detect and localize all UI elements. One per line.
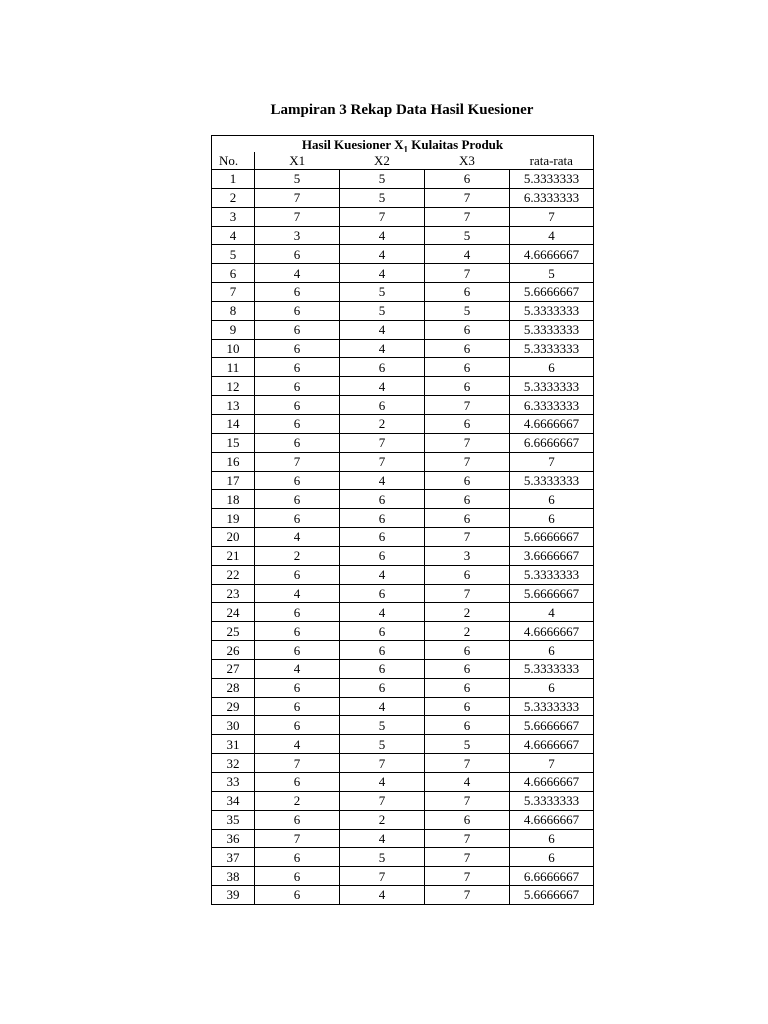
cell-no: 21 [212, 546, 255, 565]
cell-x1: 6 [255, 886, 340, 905]
cell-x1: 6 [255, 867, 340, 886]
cell-x3: 4 [425, 245, 510, 264]
cell-x3: 6 [425, 565, 510, 584]
cell-no: 30 [212, 716, 255, 735]
cell-x2: 7 [340, 754, 425, 773]
cell-no: 32 [212, 754, 255, 773]
cell-x2: 6 [340, 678, 425, 697]
cell-average: 3.6666667 [510, 546, 594, 565]
cell-x1: 4 [255, 264, 340, 283]
table-row [212, 283, 594, 302]
cell-x1: 6 [255, 339, 340, 358]
cell-x1: 6 [255, 396, 340, 415]
table-caption-prefix: Hasil Kuesioner X [301, 136, 404, 152]
cell-x1: 6 [255, 490, 340, 509]
cell-x3: 6 [425, 414, 510, 433]
table-row [212, 867, 594, 886]
table-row [212, 810, 594, 829]
cell-x1: 6 [255, 471, 340, 490]
cell-x2: 2 [340, 810, 425, 829]
table-caption [212, 136, 594, 153]
cell-no: 15 [212, 433, 255, 452]
cell-no: 6 [212, 264, 255, 283]
cell-x2: 5 [340, 283, 425, 302]
questionnaire-table [211, 135, 594, 905]
table-row [212, 584, 594, 603]
cell-no: 38 [212, 867, 255, 886]
cell-x2: 4 [340, 377, 425, 396]
cell-x3: 6 [425, 641, 510, 660]
cell-x2: 4 [340, 886, 425, 905]
cell-no: 27 [212, 659, 255, 678]
table-caption-subscript: 1 [403, 144, 409, 152]
cell-x2: 5 [340, 301, 425, 320]
cell-x3: 6 [425, 810, 510, 829]
cell-x3: 6 [425, 697, 510, 716]
cell-no: 39 [212, 886, 255, 905]
cell-no: 4 [212, 226, 255, 245]
cell-x3: 7 [425, 754, 510, 773]
cell-x1: 6 [255, 716, 340, 735]
cell-x3: 7 [425, 791, 510, 810]
table-row [212, 622, 594, 641]
cell-no: 31 [212, 735, 255, 754]
cell-x1: 6 [255, 301, 340, 320]
cell-average: 5.3333333 [510, 697, 594, 716]
cell-x3: 7 [425, 829, 510, 848]
cell-x2: 5 [340, 848, 425, 867]
cell-x2: 4 [340, 339, 425, 358]
cell-x1: 7 [255, 754, 340, 773]
cell-x1: 7 [255, 452, 340, 471]
cell-x2: 4 [340, 264, 425, 283]
cell-x3: 6 [425, 471, 510, 490]
cell-no: 18 [212, 490, 255, 509]
cell-x3: 7 [425, 452, 510, 471]
table-row [212, 396, 594, 415]
cell-average: 5.3333333 [510, 791, 594, 810]
cell-x1: 6 [255, 509, 340, 528]
cell-x1: 3 [255, 226, 340, 245]
cell-x1: 6 [255, 358, 340, 377]
cell-x2: 6 [340, 528, 425, 547]
cell-x3: 7 [425, 207, 510, 226]
cell-x2: 2 [340, 414, 425, 433]
cell-x3: 6 [425, 170, 510, 189]
table-row [212, 433, 594, 452]
table-body [212, 170, 594, 905]
cell-average: 5.3333333 [510, 377, 594, 396]
header-no: No. [212, 152, 255, 170]
cell-no: 2 [212, 188, 255, 207]
cell-average: 6 [510, 829, 594, 848]
cell-x1: 6 [255, 697, 340, 716]
header-x2: X2 [340, 152, 425, 170]
cell-no: 8 [212, 301, 255, 320]
cell-no: 24 [212, 603, 255, 622]
table-row [212, 528, 594, 547]
cell-x1: 6 [255, 565, 340, 584]
cell-x2: 6 [340, 546, 425, 565]
cell-average: 4 [510, 603, 594, 622]
cell-x1: 6 [255, 320, 340, 339]
cell-x3: 7 [425, 188, 510, 207]
cell-average: 5.3333333 [510, 301, 594, 320]
cell-x1: 5 [255, 170, 340, 189]
cell-no: 23 [212, 584, 255, 603]
table-row [212, 188, 594, 207]
cell-no: 11 [212, 358, 255, 377]
table-row [212, 716, 594, 735]
cell-average: 6.6666667 [510, 433, 594, 452]
cell-x2: 4 [340, 697, 425, 716]
header-x1: X1 [255, 152, 340, 170]
cell-x1: 6 [255, 603, 340, 622]
cell-x2: 4 [340, 320, 425, 339]
cell-x3: 6 [425, 716, 510, 735]
cell-no: 16 [212, 452, 255, 471]
cell-x3: 7 [425, 848, 510, 867]
table-row [212, 471, 594, 490]
table-row [212, 697, 594, 716]
table-row [212, 414, 594, 433]
cell-x1: 2 [255, 791, 340, 810]
cell-average: 6.6666667 [510, 867, 594, 886]
cell-x2: 7 [340, 867, 425, 886]
cell-average: 6 [510, 358, 594, 377]
cell-x1: 2 [255, 546, 340, 565]
cell-average: 5.3333333 [510, 170, 594, 189]
cell-x3: 7 [425, 867, 510, 886]
cell-x1: 7 [255, 207, 340, 226]
cell-no: 37 [212, 848, 255, 867]
table-row [212, 641, 594, 660]
cell-x3: 7 [425, 396, 510, 415]
table-row [212, 773, 594, 792]
table-row [212, 490, 594, 509]
table-row [212, 320, 594, 339]
cell-x2: 5 [340, 170, 425, 189]
cell-x1: 6 [255, 773, 340, 792]
cell-x1: 6 [255, 377, 340, 396]
cell-x1: 6 [255, 245, 340, 264]
cell-average: 6 [510, 848, 594, 867]
cell-x3: 6 [425, 358, 510, 377]
cell-x3: 6 [425, 490, 510, 509]
cell-no: 19 [212, 509, 255, 528]
table-row [212, 509, 594, 528]
cell-no: 12 [212, 377, 255, 396]
cell-x1: 4 [255, 659, 340, 678]
cell-average: 6 [510, 509, 594, 528]
cell-average: 5.3333333 [510, 320, 594, 339]
cell-x3: 6 [425, 509, 510, 528]
cell-x2: 6 [340, 358, 425, 377]
cell-no: 13 [212, 396, 255, 415]
cell-x1: 6 [255, 678, 340, 697]
cell-x2: 5 [340, 716, 425, 735]
cell-no: 36 [212, 829, 255, 848]
cell-x3: 6 [425, 659, 510, 678]
cell-average: 5.3333333 [510, 471, 594, 490]
table-row [212, 678, 594, 697]
header-x3: X3 [425, 152, 510, 170]
cell-average: 6 [510, 490, 594, 509]
cell-x3: 4 [425, 773, 510, 792]
cell-average: 4.6666667 [510, 810, 594, 829]
cell-average: 7 [510, 207, 594, 226]
table-row [212, 301, 594, 320]
cell-x2: 4 [340, 603, 425, 622]
cell-x2: 4 [340, 226, 425, 245]
cell-no: 5 [212, 245, 255, 264]
cell-average: 5 [510, 264, 594, 283]
cell-x2: 7 [340, 791, 425, 810]
cell-average: 6 [510, 641, 594, 660]
cell-average: 4.6666667 [510, 245, 594, 264]
cell-x1: 6 [255, 622, 340, 641]
table-row [212, 170, 594, 189]
cell-average: 6 [510, 678, 594, 697]
table-row [212, 207, 594, 226]
table-row [212, 339, 594, 358]
table-row [212, 659, 594, 678]
cell-average: 5.6666667 [510, 886, 594, 905]
cell-x1: 6 [255, 433, 340, 452]
cell-average: 4.6666667 [510, 773, 594, 792]
cell-x2: 5 [340, 188, 425, 207]
cell-average: 5.6666667 [510, 283, 594, 302]
cell-x2: 5 [340, 735, 425, 754]
cell-average: 6.3333333 [510, 396, 594, 415]
cell-x2: 7 [340, 452, 425, 471]
cell-no: 29 [212, 697, 255, 716]
cell-x1: 4 [255, 528, 340, 547]
cell-x1: 7 [255, 188, 340, 207]
table-caption-suffix: Kulaitas Produk [408, 136, 504, 152]
cell-x3: 7 [425, 584, 510, 603]
header-average: rata-rata [510, 152, 594, 170]
cell-x2: 6 [340, 641, 425, 660]
cell-x1: 4 [255, 584, 340, 603]
table-row [212, 264, 594, 283]
cell-x3: 7 [425, 433, 510, 452]
table-row [212, 245, 594, 264]
cell-no: 33 [212, 773, 255, 792]
cell-x3: 2 [425, 622, 510, 641]
cell-no: 28 [212, 678, 255, 697]
cell-x1: 6 [255, 414, 340, 433]
cell-no: 20 [212, 528, 255, 547]
cell-average: 4.6666667 [510, 622, 594, 641]
cell-average: 5.6666667 [510, 528, 594, 547]
cell-no: 1 [212, 170, 255, 189]
cell-x3: 7 [425, 886, 510, 905]
table-row [212, 377, 594, 396]
cell-average: 5.3333333 [510, 659, 594, 678]
cell-x1: 6 [255, 810, 340, 829]
cell-x2: 4 [340, 565, 425, 584]
cell-average: 4.6666667 [510, 414, 594, 433]
cell-average: 5.3333333 [510, 565, 594, 584]
cell-x3: 5 [425, 735, 510, 754]
cell-x2: 6 [340, 490, 425, 509]
cell-x3: 6 [425, 320, 510, 339]
cell-x2: 6 [340, 659, 425, 678]
cell-x3: 6 [425, 339, 510, 358]
cell-no: 9 [212, 320, 255, 339]
cell-x1: 6 [255, 848, 340, 867]
table-header-row [212, 152, 594, 170]
table-row [212, 603, 594, 622]
table-row [212, 848, 594, 867]
cell-x2: 4 [340, 829, 425, 848]
cell-x3: 5 [425, 226, 510, 245]
table-row [212, 452, 594, 471]
cell-x3: 7 [425, 528, 510, 547]
cell-average: 6.3333333 [510, 188, 594, 207]
cell-x1: 6 [255, 283, 340, 302]
cell-no: 22 [212, 565, 255, 584]
cell-no: 25 [212, 622, 255, 641]
table-row [212, 754, 594, 773]
cell-no: 35 [212, 810, 255, 829]
cell-x1: 4 [255, 735, 340, 754]
page-title: Lampiran 3 Rekap Data Hasil Kuesioner [270, 102, 534, 118]
cell-x2: 4 [340, 773, 425, 792]
table-row [212, 226, 594, 245]
cell-no: 26 [212, 641, 255, 660]
table-caption-row [212, 136, 594, 153]
cell-x3: 6 [425, 678, 510, 697]
cell-x2: 6 [340, 584, 425, 603]
cell-no: 17 [212, 471, 255, 490]
cell-x2: 6 [340, 622, 425, 641]
cell-no: 14 [212, 414, 255, 433]
cell-no: 10 [212, 339, 255, 358]
cell-x2: 7 [340, 433, 425, 452]
cell-average: 5.6666667 [510, 584, 594, 603]
table-row [212, 358, 594, 377]
cell-x1: 6 [255, 641, 340, 660]
table-row [212, 546, 594, 565]
table-row [212, 791, 594, 810]
cell-x3: 6 [425, 283, 510, 302]
table-row [212, 565, 594, 584]
cell-x3: 2 [425, 603, 510, 622]
cell-x2: 4 [340, 245, 425, 264]
cell-average: 5.6666667 [510, 716, 594, 735]
cell-no: 7 [212, 283, 255, 302]
cell-no: 3 [212, 207, 255, 226]
cell-average: 4 [510, 226, 594, 245]
cell-x3: 3 [425, 546, 510, 565]
cell-x2: 7 [340, 207, 425, 226]
cell-x2: 4 [340, 471, 425, 490]
cell-x3: 7 [425, 264, 510, 283]
cell-no: 34 [212, 791, 255, 810]
cell-x2: 6 [340, 396, 425, 415]
cell-x3: 5 [425, 301, 510, 320]
cell-average: 7 [510, 754, 594, 773]
cell-average: 4.6666667 [510, 735, 594, 754]
cell-x1: 7 [255, 829, 340, 848]
cell-average: 5.3333333 [510, 339, 594, 358]
table-row [212, 735, 594, 754]
cell-x2: 6 [340, 509, 425, 528]
table-row [212, 829, 594, 848]
cell-x3: 6 [425, 377, 510, 396]
table-row [212, 886, 594, 905]
cell-average: 7 [510, 452, 594, 471]
